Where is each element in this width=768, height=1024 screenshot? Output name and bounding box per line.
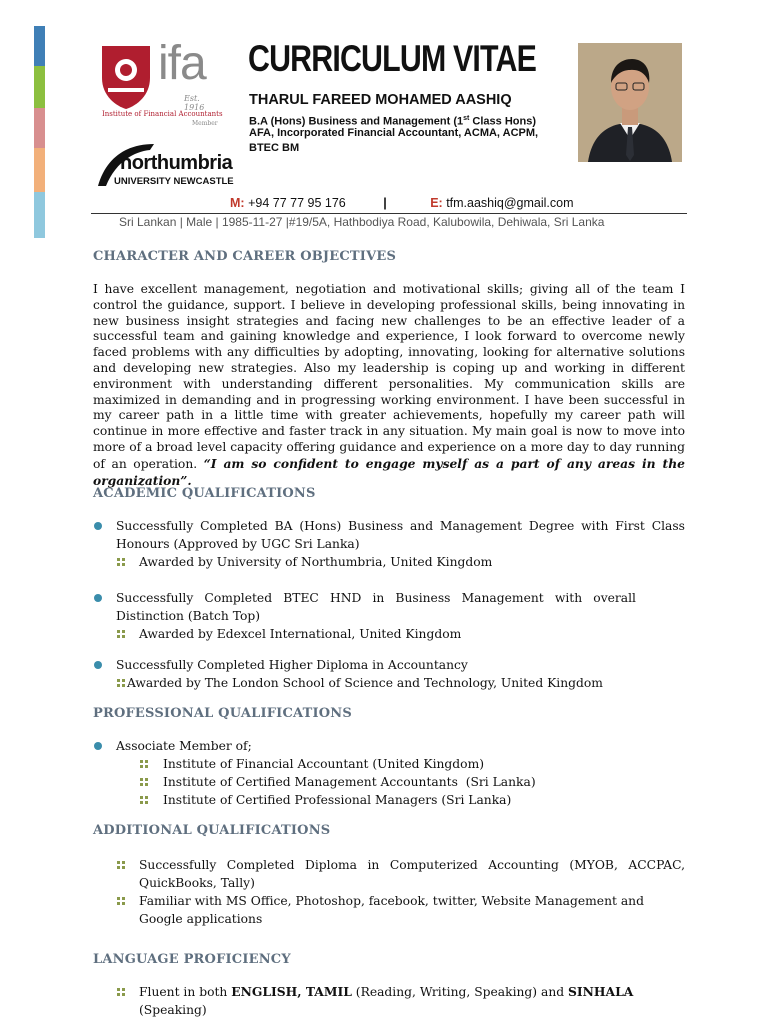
accent-stripe-1 [34, 26, 45, 66]
additional-item-2-text: Familiar with MS Office, Photoshop, facebook, twitter, Website Management and Google applications [139, 894, 644, 926]
bullet-squares-icon [117, 861, 125, 869]
email-label: E: [430, 196, 443, 210]
ifa-wordmark: ifa [158, 37, 206, 90]
contact-separator: | [383, 196, 387, 210]
language-primary: ENGLISH, TAMIL [231, 984, 352, 999]
accent-stripe-2 [34, 66, 45, 108]
degree-line-3: BTEC BM [249, 142, 300, 154]
contact-line [230, 196, 574, 210]
candidate-name: THARUL FAREED MOHAMED AASHIQ [249, 92, 512, 108]
degree-line-2: AFA, Incorporated Financial Accountant, ACMA, ACPM, [249, 127, 539, 139]
northumbria-name: northumbria [120, 152, 233, 174]
academic-item-3-text: Successfully Completed Higher Diploma in Accountancy [116, 658, 468, 672]
bullet-dot-icon [94, 594, 102, 602]
degree-line-1-rest: Class Hons) [469, 115, 536, 128]
ifa-caption: Institute of Financial Accountants [102, 110, 223, 118]
academic-item-2-text: Successfully Completed BTEC HND in Business Management with overall Distinction (Batch Top) [116, 591, 636, 623]
section-heading-objectives: CHARACTER AND CAREER OBJECTIVES [93, 249, 397, 264]
additional-item-2 [93, 892, 685, 928]
northumbria-logo [96, 138, 234, 190]
section-heading-professional: PROFESSIONAL QUALIFICATIONS [93, 706, 352, 721]
email-address[interactable]: tfm.aashiq@gmail.com [446, 196, 574, 210]
bullet-dot-icon [94, 742, 102, 750]
degree-superscript: st [463, 115, 470, 122]
profile-photo [578, 43, 682, 162]
professional-item-1: Institute of Financial Accountant (United Kingdom) [163, 757, 485, 771]
academic-item-2 [93, 589, 685, 643]
language-item [93, 983, 685, 1019]
professional-item-3: Institute of Certified Professional Managers (Sri Lanka) [163, 793, 512, 807]
section-heading-academic: ACADEMIC QUALIFICATIONS [93, 486, 316, 501]
academic-item-2-awarded: Awarded by Edexcel International, United Kingdom [139, 627, 462, 641]
phone-number[interactable]: +94 77 77 95 176 [248, 196, 346, 210]
ifa-logo [100, 37, 223, 134]
bullet-squares-icon [117, 679, 125, 687]
accent-stripe-4 [34, 148, 45, 192]
academic-item-1 [93, 517, 685, 571]
academic-item-1-text: Successfully Completed BA (Hons) Business and Management Degree with First Class Honours (Approved by UGC Sri Lanka) [116, 519, 685, 551]
professional-block [93, 737, 685, 809]
bullet-squares-icon [140, 760, 148, 768]
language-text [93, 983, 685, 1019]
bullet-squares-icon [140, 778, 148, 786]
bullet-squares-icon [117, 630, 125, 638]
additional-item-1 [93, 856, 685, 892]
language-pre: Fluent in both [139, 985, 232, 999]
page-title: CURRICULUM VITAE [248, 38, 537, 79]
northumbria-sub: UNIVERSITY NEWCASTLE [114, 176, 234, 187]
degree-line-1-text: B.A (Hons) Business and Management (1 [249, 115, 464, 128]
bullet-squares-icon [117, 558, 125, 566]
person-portrait-icon [578, 43, 682, 162]
academic-item-1-awarded: Awarded by University of Northumbria, United Kingdom [139, 555, 493, 569]
language-secondary: SINHALA [568, 984, 634, 999]
ifa-est: Est. 1916 [184, 94, 205, 112]
accent-stripe-5 [34, 192, 45, 238]
section-heading-additional: ADDITIONAL QUALIFICATIONS [93, 823, 331, 838]
professional-intro: Associate Member of; [116, 739, 252, 753]
language-mid: (Reading, Writing, Speaking) and [351, 985, 569, 999]
objectives-paragraph [93, 282, 685, 489]
ifa-crest-icon [100, 44, 152, 110]
accent-stripe-3 [34, 108, 45, 148]
bullet-dot-icon [94, 522, 102, 530]
objectives-quote: “I am so confident to engage myself as a part of any areas in the organization”. [93, 455, 685, 488]
ifa-member: Member [192, 120, 218, 127]
additional-item-1-text: Successfully Completed Diploma in Computerized Accounting (MYOB, ACCPAC, QuickBooks, Tally) [139, 858, 685, 890]
bullet-squares-icon [117, 988, 125, 996]
bullet-squares-icon [117, 897, 125, 905]
phone-label: M: [230, 196, 245, 210]
bullet-dot-icon [94, 661, 102, 669]
academic-item-3 [93, 656, 685, 692]
bullet-squares-icon [140, 796, 148, 804]
professional-item-2: Institute of Certified Management Accountants (Sri Lanka) [163, 775, 536, 789]
language-post: (Speaking) [139, 1003, 207, 1017]
objectives-text: I have excellent management, negotiation and motivational skills; giving all of the team I control the guidance, support. I believe in developing professional skills, being innovating in new business insight strategies and facing new challenges to be an effective leader of a successful team and gaining knowledge and experience, I look forward to overcome newly faced problems with any difficulties by adopting, innovating, looking for alternative solutions and developing new strategies. Also my leadership is coping up and working in different environment with understanding different personalities. My communication skills are maximized in demanding and in progressing working environment. I have been successful in my career path in a little time with greater achievements, hopefully my career path will continue in more effective and faster track in any situation. My main goal is now to move into more of a broad level capacity offering guidance and experience on a more day to day running of an operation. [93, 282, 685, 471]
section-heading-language: LANGUAGE PROFICIENCY [93, 952, 291, 967]
header-divider [91, 213, 687, 214]
academic-item-3-awarded: Awarded by The London School of Science and Technology, United Kingdom [127, 676, 603, 690]
personal-details: Sri Lankan | Male | 1985-11-27 |#19/5A, Hathbodiya Road, Kalubowila, Dehiwala, Sri Lanka [119, 215, 605, 229]
